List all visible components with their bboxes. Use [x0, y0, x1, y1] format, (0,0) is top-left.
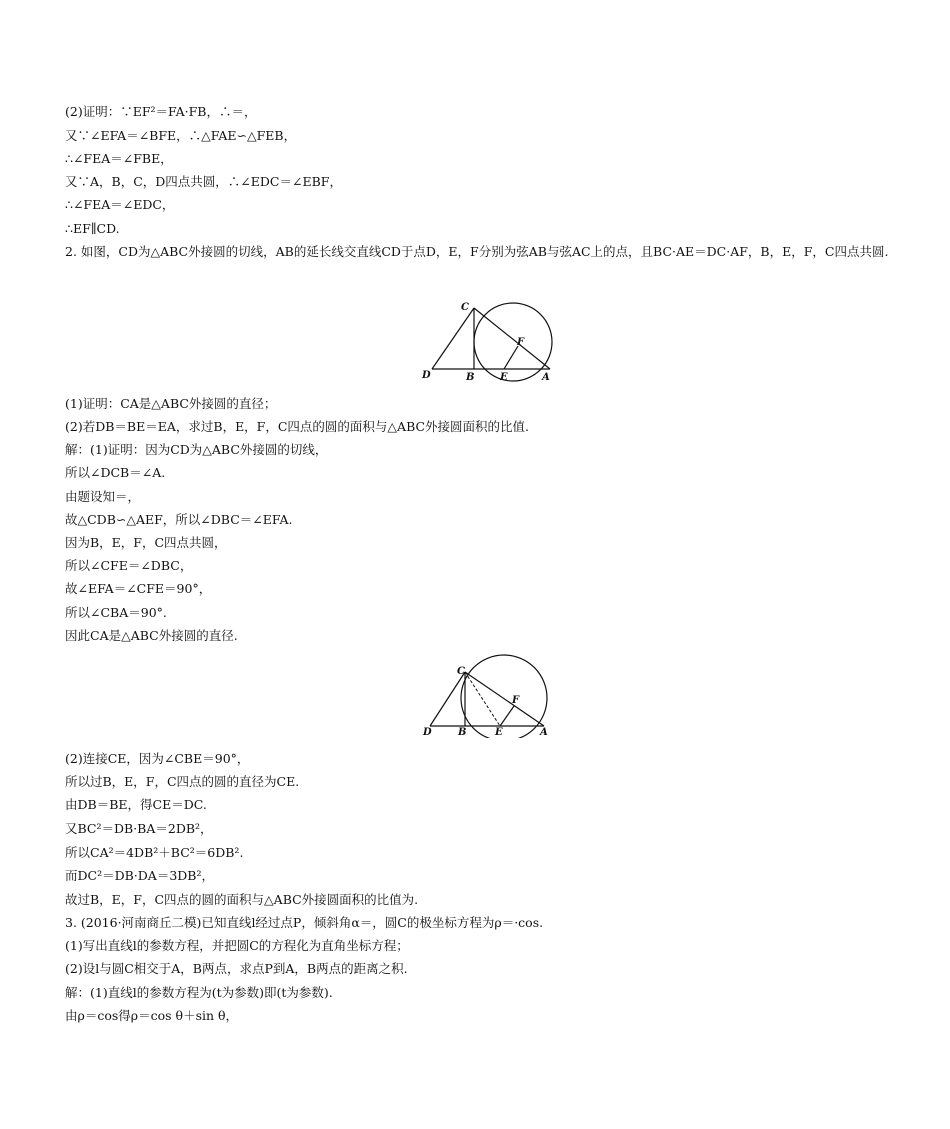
figure-2 — [420, 652, 560, 738]
label-A: A — [542, 372, 550, 383]
segment-DC — [430, 672, 465, 726]
text-line: (2)若DB＝BE＝EA，求过B，E，F，C四点的圆的面积与△ABC外接圆面积的比值. — [65, 419, 530, 434]
figure-1 — [420, 298, 560, 384]
segment-EF — [504, 346, 518, 369]
label-A: A — [540, 727, 548, 738]
label-C: C — [457, 666, 465, 677]
text-line: 解：(1)证明：因为CD为△ABC外接圆的切线， — [65, 442, 328, 457]
segment-CE-dashed — [465, 672, 500, 726]
text-line: 所以CA²＝4DB²＋BC²＝6DB². — [65, 845, 244, 860]
text-line: ∴EF∥CD. — [65, 221, 120, 236]
text-line: 由DB＝BE，得CE＝DC. — [65, 797, 207, 812]
text-line: 所以∠CBA＝90°. — [65, 605, 167, 620]
text-line: 故过B，E，F，C四点的圆的面积与△ABC外接圆面积的比值为. — [65, 892, 419, 907]
text-line: ∴∠FEA＝∠EDC， — [65, 197, 175, 212]
text-line: 又∵∠EFA＝∠BFE，∴△FAE∽△FEB， — [65, 128, 297, 143]
text-line: 因此CA是△ABC外接圆的直径. — [65, 628, 238, 643]
text-line: 所以∠DCB＝∠A. — [65, 465, 166, 480]
text-line: 由题设知＝， — [65, 489, 141, 504]
label-D: D — [423, 727, 432, 738]
text-line: 解：(1)直线l的参数方程为(t为参数)即(t为参数). — [65, 985, 333, 1000]
label-E: E — [495, 727, 503, 738]
text-line: (2)证明：∵EF²＝FA·FB，∴＝， — [65, 104, 257, 119]
text-line: 由ρ＝cos得ρ＝cos θ＋sin θ， — [65, 1008, 239, 1023]
segment-CA — [465, 672, 544, 726]
label-D: D — [422, 370, 431, 381]
text-line: 又∵A，B，C，D四点共圆，∴∠EDC＝∠EBF， — [65, 174, 342, 189]
text-line: 所以∠CFE＝∠DBC， — [65, 558, 193, 573]
segment-DC — [432, 308, 474, 369]
text-line: (1)写出直线l的参数方程，并把圆C的方程化为直角坐标方程； — [65, 938, 409, 953]
text-line: 所以过B，E，F，C四点的圆的直径为CE. — [65, 774, 300, 789]
text-line: ∴∠FEA＝∠FBE， — [65, 151, 173, 166]
text-line: 又BC²＝DB·BA＝2DB²， — [65, 821, 213, 836]
text-line: (2)连接CE，因为∠CBE＝90°， — [65, 751, 250, 766]
problem-2-statement: 2. 如图，CD为△ABC外接圆的切线，AB的延长线交直线CD于点D，E，F分别为弦AB与弦AC上的点，且BC·AE＝DC·AF，B，E，F，C四点共圆. — [65, 244, 889, 259]
label-B: B — [458, 727, 467, 738]
text-line: 而DC²＝DB·DA＝3DB²， — [65, 868, 214, 883]
text-line: 故△CDB∽△AEF，所以∠DBC＝∠EFA. — [65, 512, 293, 527]
text-line: (1)证明：CA是△ABC外接圆的直径； — [65, 396, 277, 411]
label-C: C — [461, 302, 469, 313]
text-line: 因为B，E，F，C四点共圆， — [65, 535, 227, 550]
label-E: E — [500, 372, 508, 383]
label-B: B — [466, 372, 475, 383]
text-line: (2)设l与圆C相交于A，B两点，求点P到A，B两点的距离之积. — [65, 961, 408, 976]
label-F: F — [517, 337, 525, 348]
text-line: 故∠EFA＝∠CFE＝90°， — [65, 581, 212, 596]
segment-CA — [474, 308, 550, 369]
segment-EF — [500, 706, 514, 726]
problem-3-statement: 3. (2016·河南商丘二模)已知直线l经过点P，倾斜角α＝，圆C的极坐标方程为ρ＝·cos. — [65, 915, 544, 930]
label-F: F — [512, 695, 520, 706]
